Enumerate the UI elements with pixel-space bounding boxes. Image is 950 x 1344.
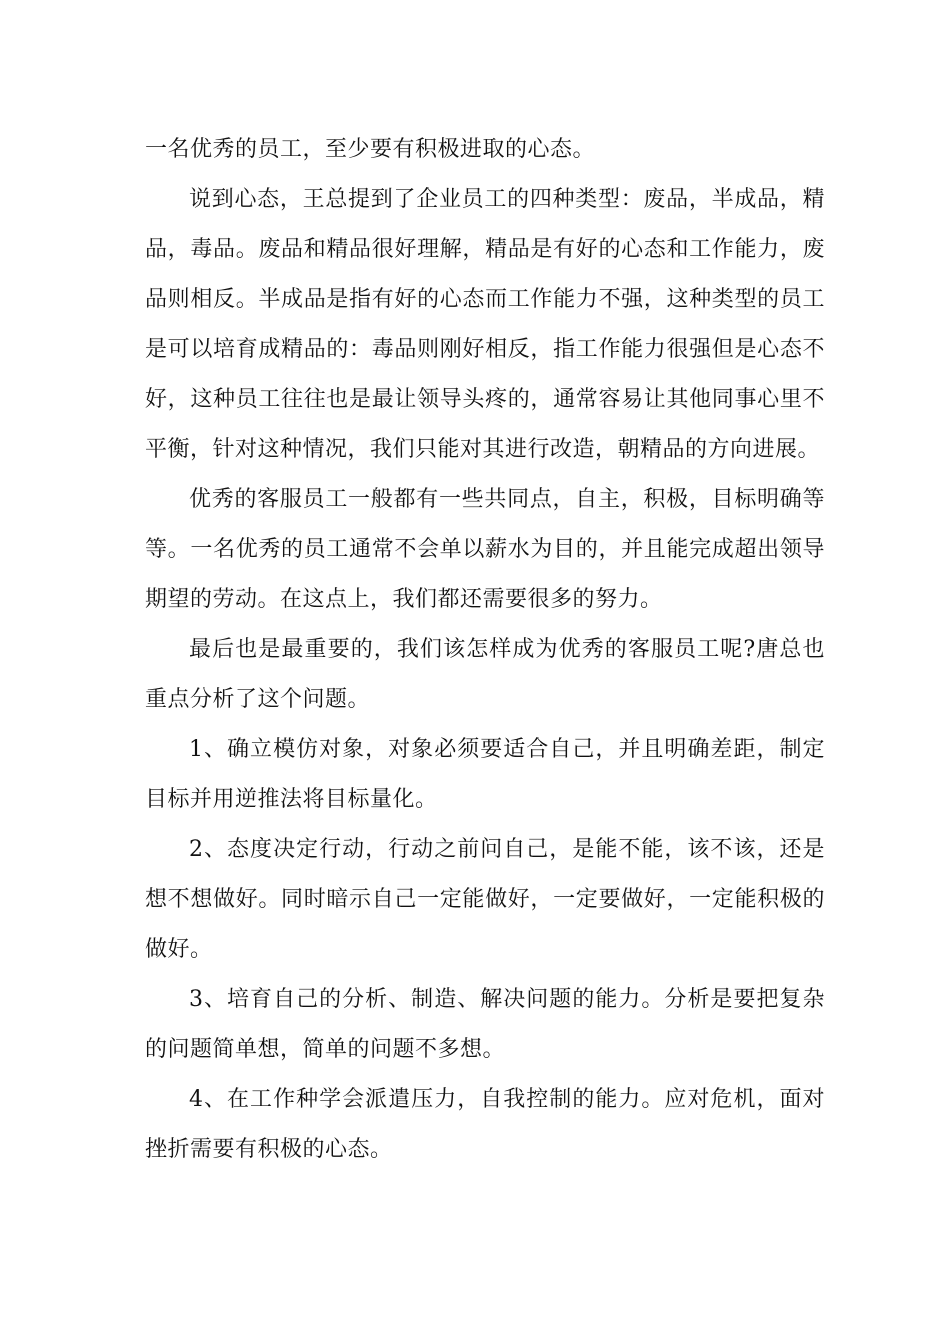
list-item-3: 3、培育自己的分析、制造、解决问题的能力。分析是要把复杂的问题简单想，简单的问题不多想。 xyxy=(145,987,825,1062)
paragraph-3: 优秀的客服员工一般都有一些共同点，自主，积极，目标明确等等。一名优秀的员工通常不会单以薪水为目的，并且能完成超出领导期望的劳动。在这点上，我们都还需要很多的努力。 xyxy=(145,487,825,612)
paragraph-1: 一名优秀的员工，至少要有积极进取的心态。 xyxy=(145,137,596,162)
list-item-1: 1、确立模仿对象，对象必须要适合自己，并且明确差距，制定目标并用逆推法将目标量化。 xyxy=(145,737,825,812)
paragraph-2: 说到心态，王总提到了企业员工的四种类型：废品，半成品，精品，毒品。废品和精品很好理解，精品是有好的心态和工作能力，废品则相反。半成品是指有好的心态而工作能力不强，这种类型的员工是可以培育成精品的：毒品则刚好相反，指工作能力很强但是心态不好，这种员工往往也是最让领导头疼的，通常容易让其他同事心里不平衡，针对这种情况，我们只能对其进行改造，朝精品的方向进展。 xyxy=(145,187,825,462)
list-item-4: 4、在工作种学会派遣压力，自我控制的能力。应对危机，面对挫折需要有积极的心态。 xyxy=(145,1087,825,1162)
list-item-2: 2、态度决定行动，行动之前问自己，是能不能，该不该，还是想不想做好。同时暗示自己一定能做好，一定要做好，一定能积极的做好。 xyxy=(145,837,825,962)
paragraph-4: 最后也是最重要的，我们该怎样成为优秀的客服员工呢?唐总也重点分析了这个问题。 xyxy=(145,637,825,712)
document-body xyxy=(145,125,825,1175)
